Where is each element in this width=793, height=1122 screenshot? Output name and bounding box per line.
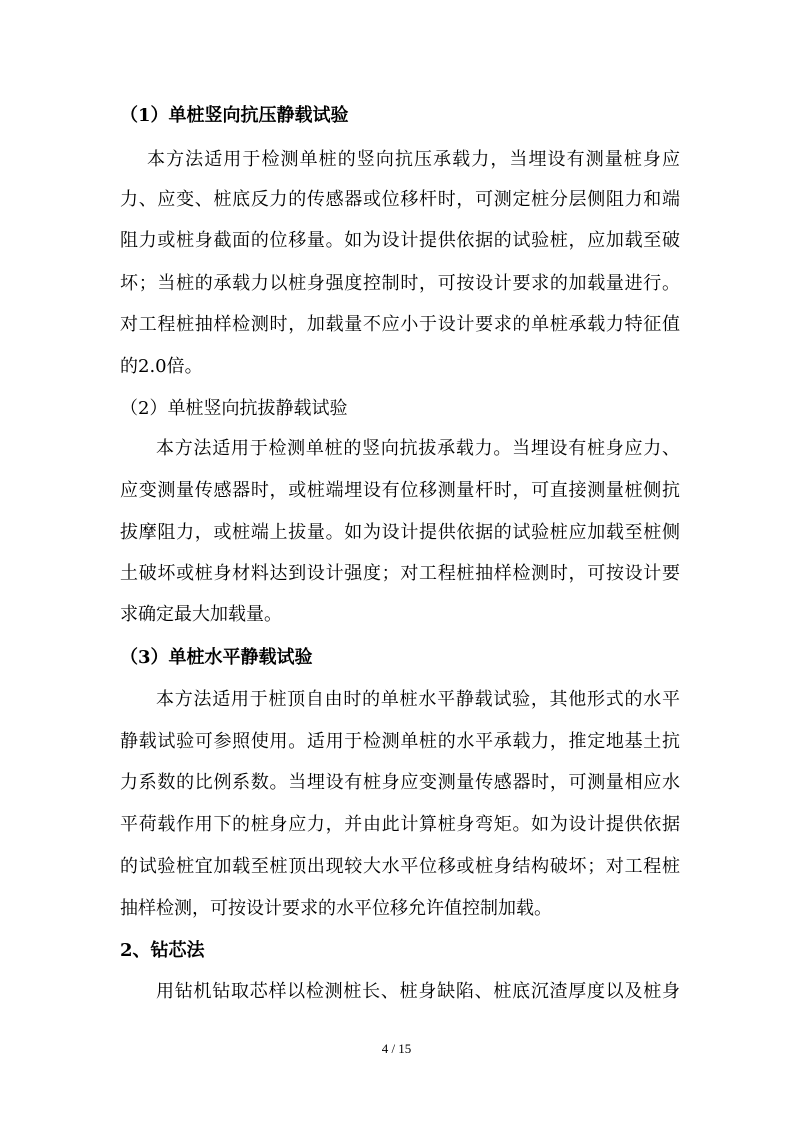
section-4-heading: 2、钻芯法 bbox=[120, 940, 205, 961]
section-2-line-4: 土破坏或桩身材料达到设计强度；对工程桩抽样检测时，可按设计要 bbox=[120, 563, 680, 584]
section-1-line-6: 的2.0倍。 bbox=[120, 356, 203, 377]
section-3-line-1: 本方法适用于桩顶自由时的单桩水平静载试验，其他形式的水平 bbox=[156, 689, 680, 710]
section-1-line-1: 本方法适用于检测单桩的竖向抗压承载力，当埋设有测量桩身应 bbox=[147, 149, 680, 170]
section-2-line-2: 应变测量传感器时，或桩端埋设有位移测量杆时，可直接测量桩侧抗 bbox=[120, 480, 680, 501]
section-1-line-2: 力、应变、桩底反力的传感器或位移杆时，可测定桩分层侧阻力和端 bbox=[120, 189, 680, 210]
section-1-heading: （1）单桩竖向抗压静载试验 bbox=[120, 105, 349, 126]
section-3-line-2: 静载试验可参照使用。适用于检测单桩的水平承载力，推定地基土抗 bbox=[120, 731, 680, 752]
section-2-line-5: 求确定最大加载量。 bbox=[120, 604, 282, 625]
section-3-line-6: 抽样检测，可按设计要求的水平位移允许值控制加载。 bbox=[120, 898, 552, 919]
section-3-heading: （3）单桩水平静载试验 bbox=[120, 647, 313, 668]
section-3-line-5: 的试验桩宜加载至桩顶出现较大水平位移或桩身结构破坏；对工程桩 bbox=[120, 856, 680, 877]
section-2-line-3: 拔摩阻力，或桩端上拔量。如为设计提供依据的试验桩应加载至桩侧 bbox=[120, 522, 680, 543]
section-1-line-5: 对工程桩抽样检测时，加载量不应小于设计要求的单桩承载力特征值 bbox=[120, 314, 680, 335]
section-1-line-3: 阻力或桩身截面的位移量。如为设计提供依据的试验桩，应加载至破 bbox=[120, 230, 680, 251]
section-4-line-1: 用钻机钻取芯样以检测桩长、桩身缺陷、桩底沉渣厚度以及桩身 bbox=[156, 981, 680, 1002]
page-number: 4 / 15 bbox=[381, 1041, 412, 1056]
section-2-line-1: 本方法适用于检测单桩的竖向抗拔承载力。当埋设有桩身应力、 bbox=[156, 438, 680, 459]
section-1-line-4: 坏；当桩的承载力以桩身强度控制时，可按设计要求的加载量进行。 bbox=[120, 273, 680, 294]
section-3-line-3: 力系数的比例系数。当埋设有桩身应变测量传感器时，可测量相应水 bbox=[120, 772, 680, 793]
section-3-line-4: 平荷载作用下的桩身应力，并由此计算桩身弯矩。如为设计提供依据 bbox=[120, 814, 680, 835]
section-2-heading: （2）单桩竖向抗拔静载试验 bbox=[120, 398, 348, 419]
